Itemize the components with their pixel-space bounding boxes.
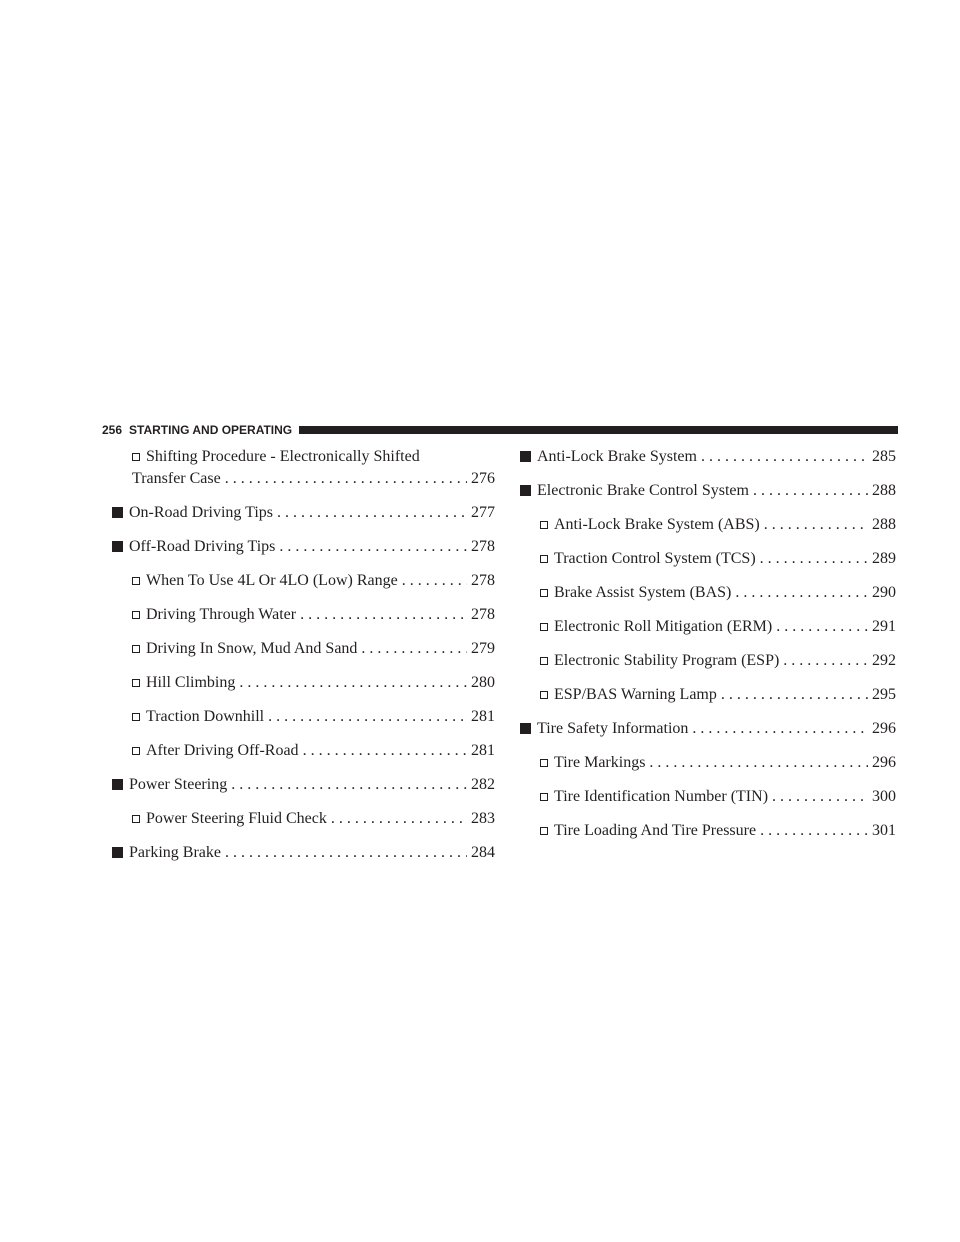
sub-bullet-icon (132, 611, 140, 619)
toc-page-number: 282 (471, 776, 495, 793)
dot-leader (225, 842, 467, 864)
toc-entry[interactable] (112, 740, 495, 762)
sub-bullet-icon (132, 645, 140, 653)
sub-bullet-icon (132, 713, 140, 721)
toc-page-number: 277 (471, 504, 495, 521)
sub-bullet-icon (132, 577, 140, 585)
header-rule (299, 426, 898, 434)
toc-entry-label: On-Road Driving Tips (129, 504, 274, 521)
toc-entry-label: Driving In Snow, Mud And Sand (146, 640, 358, 657)
dot-leader (225, 468, 467, 490)
toc-entry-label: Power Steering (129, 776, 228, 793)
toc-entry[interactable] (520, 480, 896, 502)
square-bullet-icon (112, 779, 123, 790)
toc-entry[interactable] (112, 536, 495, 558)
dot-leader (783, 650, 868, 672)
toc-entry[interactable] (520, 514, 896, 536)
toc-entry[interactable] (520, 548, 896, 570)
toc-page-number: 301 (872, 822, 896, 839)
toc-page-number: 292 (872, 652, 896, 669)
toc-entry[interactable] (520, 650, 896, 672)
dot-leader (402, 570, 467, 592)
page-number: 256 (102, 423, 123, 437)
dot-leader (772, 786, 868, 808)
square-bullet-icon (520, 451, 531, 462)
square-bullet-icon (520, 485, 531, 496)
toc-entry-label: Transfer Case (132, 470, 221, 487)
toc-entry[interactable] (520, 684, 896, 706)
toc-page-number: 296 (872, 720, 896, 737)
dot-leader (753, 480, 868, 502)
toc-page-number: 290 (872, 584, 896, 601)
toc-entry[interactable] (112, 638, 495, 660)
dot-leader (721, 684, 868, 706)
toc-entry-label: Parking Brake (129, 844, 221, 861)
toc-entry[interactable] (112, 808, 495, 830)
dot-leader (735, 582, 868, 604)
toc-page-number: 278 (471, 606, 495, 623)
toc-right-column (520, 446, 896, 854)
sub-bullet-icon (540, 589, 548, 597)
dot-leader (776, 616, 868, 638)
toc-page-number: 300 (872, 788, 896, 805)
toc-entry-label: When To Use 4L Or 4LO (Low) Range (146, 572, 398, 589)
toc-entry-label: Anti-Lock Brake System (ABS) (554, 516, 760, 533)
toc-page-number: 278 (471, 572, 495, 589)
toc-entry-label: Off-Road Driving Tips (129, 538, 276, 555)
dot-leader (300, 604, 467, 626)
toc-entry-label: Tire Loading And Tire Pressure (554, 822, 757, 839)
sub-bullet-icon (540, 623, 548, 631)
sub-bullet-icon (540, 691, 548, 699)
toc-page-number: 284 (471, 844, 495, 861)
dot-leader (303, 740, 467, 762)
dot-leader (760, 548, 868, 570)
toc-entry[interactable] (520, 718, 896, 740)
toc-page-number: 283 (471, 810, 495, 827)
toc-entry-continuation[interactable] (112, 468, 495, 490)
square-bullet-icon (520, 723, 531, 734)
toc-entry[interactable] (520, 820, 896, 842)
toc-entry[interactable] (520, 616, 896, 638)
sub-bullet-icon (132, 679, 140, 687)
toc-entry-label: Tire Markings (554, 754, 646, 771)
toc-page-number: 289 (872, 550, 896, 567)
toc-entry[interactable] (112, 672, 495, 694)
sub-bullet-icon (132, 453, 140, 461)
dot-leader (231, 774, 467, 796)
sub-bullet-icon (540, 793, 548, 801)
square-bullet-icon (112, 541, 123, 552)
toc-entry-label: Brake Assist System (BAS) (554, 584, 732, 601)
toc-entry[interactable] (520, 786, 896, 808)
toc-entry-label: Electronic Brake Control System (537, 482, 749, 499)
toc-page-number: 279 (471, 640, 495, 657)
toc-left-column (112, 446, 495, 876)
dot-leader (701, 446, 868, 468)
toc-page-number: 278 (471, 538, 495, 555)
dot-leader (279, 536, 467, 558)
toc-page-number: 276 (471, 470, 495, 487)
toc-entry-label: Tire Safety Information (537, 720, 689, 737)
toc-entry-label: Electronic Roll Mitigation (ERM) (554, 618, 773, 635)
dot-leader (649, 752, 868, 774)
toc-entry-label: Traction Downhill (146, 708, 265, 725)
dot-leader (268, 706, 467, 728)
toc-entry[interactable] (112, 706, 495, 728)
toc-page-number: 295 (872, 686, 896, 703)
toc-entry-label: Hill Climbing (146, 674, 236, 691)
square-bullet-icon (112, 847, 123, 858)
toc-entry[interactable] (520, 752, 896, 774)
toc-page-number: 288 (872, 482, 896, 499)
section-title: STARTING AND OPERATING (129, 423, 293, 437)
toc-entry[interactable] (112, 842, 495, 864)
dot-leader (331, 808, 467, 830)
toc-entry-label: Electronic Stability Program (ESP) (554, 652, 780, 669)
toc-entry[interactable] (520, 446, 896, 468)
toc-entry[interactable] (112, 570, 495, 592)
sub-bullet-icon (540, 555, 548, 563)
sub-bullet-icon (540, 759, 548, 767)
toc-page-number: 280 (471, 674, 495, 691)
sub-bullet-icon (540, 827, 548, 835)
dot-leader (239, 672, 467, 694)
sub-bullet-icon (132, 815, 140, 823)
square-bullet-icon (112, 507, 123, 518)
toc-entry-label: Driving Through Water (146, 606, 297, 623)
toc-entry-label: After Driving Off-Road (146, 742, 299, 759)
toc-page-number: 291 (872, 618, 896, 635)
dot-leader (764, 514, 868, 536)
dot-leader (760, 820, 868, 842)
toc-entry-label: Traction Control System (TCS) (554, 550, 756, 567)
page-header (102, 422, 898, 438)
sub-bullet-icon (540, 657, 548, 665)
dot-leader (692, 718, 868, 740)
toc-entry-label: Shifting Procedure - Electronically Shifted (146, 448, 420, 465)
dot-leader (277, 502, 467, 524)
toc-entry-label: Tire Identification Number (TIN) (554, 788, 769, 805)
toc-entry[interactable] (112, 502, 495, 524)
toc-entry-label: ESP/BAS Warning Lamp (554, 686, 717, 703)
toc-page-number: 281 (471, 708, 495, 725)
sub-bullet-icon (540, 521, 548, 529)
sub-bullet-icon (132, 747, 140, 755)
toc-entry[interactable] (520, 582, 896, 604)
toc-page-number: 281 (471, 742, 495, 759)
toc-entry[interactable] (112, 604, 495, 626)
dot-leader (361, 638, 467, 660)
toc-page-number: 288 (872, 516, 896, 533)
toc-entry[interactable] (112, 446, 495, 468)
toc-page-number: 296 (872, 754, 896, 771)
toc-entry-label: Power Steering Fluid Check (146, 810, 327, 827)
toc-entry-label: Anti-Lock Brake System (537, 448, 697, 465)
toc-entry[interactable] (112, 774, 495, 796)
toc-page-number: 285 (872, 448, 896, 465)
